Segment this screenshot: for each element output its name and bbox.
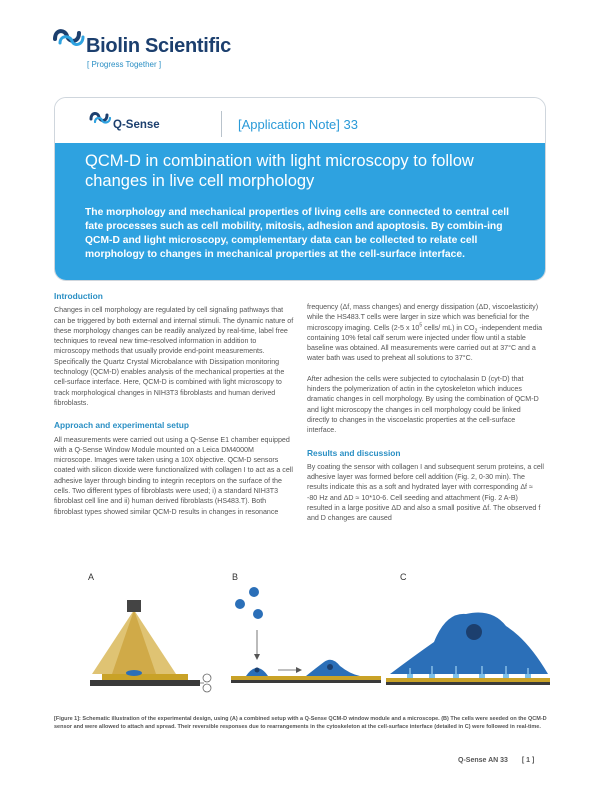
approach-heading: Approach and experimental setup [54, 420, 189, 431]
panel-a-setup [90, 600, 211, 692]
window-module-icon [90, 680, 200, 686]
objective-icon [127, 600, 141, 612]
panel-b-seeding [231, 587, 381, 683]
page-footer [458, 757, 534, 764]
lead-paragraph: The morphology and mechanical properties of living cells are connected to central cell fate processes such as cell mobility, mitosis, adhesion and apoptosis. By combin-ing QCM-D and light microscopy, complementary data can be collected to relate cell morphology to changes in mechanical properties at the cell-surface interface. [85, 207, 509, 260]
header-banner [55, 143, 545, 280]
biolin-logo-icon [52, 23, 86, 49]
brand-name: Biolin Scientific [86, 35, 231, 57]
page-number: [ 1 ] [521, 757, 535, 764]
spread-cell-icon [306, 660, 360, 676]
panel-c-label: C [400, 572, 407, 582]
panel-b-label: B [232, 572, 239, 582]
detailed-cell-icon [390, 613, 548, 675]
product-name: Q-Sense [113, 119, 160, 131]
methods-continued-text: frequency (Δf, mass changes) and energy dissipation (ΔD, viscoelasticity) while the HS483.T cells were larger in size which was beneficial for the microscopy imaging. Cells (2-5 x $10^5$ cells/ mL) in $CO_2$ -independent media containing 10% fetal calf serum were injected under flow until a stable baseline was obtained. All measurements were carried out at 37°C and a water bath was used to preheat all solutions to 37°C. [307, 303, 543, 363]
results-text: By coating the sensor with collagen I and subsequent serum proteins, a cell adhesive layer was formed before cell addition (Fig. 2, 0-30 min). The results indicate this as a soft and hydrated layer with corresponding Δf ≈ -80 Hz and ΔD ≈ 10*10-6. Cell seeding and attachment (Fig. 2 A-B) resulted in a large positive ΔD and also a small positive Δf. The observed f and D changes are caused [307, 462, 544, 523]
schematic-figure [54, 570, 554, 710]
header-top-bar [55, 98, 545, 143]
cell-icon [249, 587, 259, 597]
introduction-heading: Introduction [54, 291, 103, 301]
sensor-icon [102, 674, 188, 680]
introduction-text: Changes in cell morphology are regulated by cell signaling pathways that can be triggered by both external and internal stimuli. The dynamic nature of these morphology changes can be readily analyzed by real-time, label free techniques to reveal new time-resolved information in addition to microscopy methods that usually provide end-point measurements. Specifically the Quartz Crystal Microbalance with Dissipation monitoring technology (QCM-D) enables analysis of the mechanical properties at the cell-surface interface. Here, QCM-D is combined with light microscopy to track morphological changes in NIH3T3 fibroblasts and human derived fibroblasts. [54, 306, 294, 407]
approach-text: All measurements were carried out using a Q-Sense E1 chamber equipped with a Q-Sense Window Module mounted on a Leica DM4000M microscope. Images were taken using a 10X objective. QCM-D sensors coated with silicon dioxide were functionalized with collagen I to act as a cell adhesive layer through binding to integrin receptors on the surface of the cells. Two different types of fibroblasts were used; i) a standard NIH3T3 fibroblast cell line and ii) human derived fibroblasts (HS483.T). Both fibroblast types showed similar QCM-D results in changes in resonance [54, 435, 293, 516]
qsense-logo-icon [89, 108, 113, 126]
header-divider [221, 111, 222, 137]
panel-a-label: A [88, 572, 95, 582]
panel-c-detail [386, 613, 550, 686]
brand-tagline: [ Progress Together ] [87, 60, 162, 69]
left-column [54, 291, 294, 524]
figure-caption: [Figure 1]: Schematic illustration of the experimental design, using (A) a combined setup with a Q-Sense QCM-D window module and a microscope. (B) The cells were seeded on the QCM-D sensor and were allowed to attach and spread. Their reversible responses due to rearrangements in the cytoskeleton at the cell-surface interface (detailed in C) were followed in real-time. [54, 716, 547, 730]
cytochalasin-text: After adhesion the cells were subjected to cytochalasin D (cyt-D) that hinders the polymerization of actin in the cytoskeleton which induces dramatic changes in cell morphology. By using the combination of QCM-D and light microscopy the changes in cell morphology could be linked directly to changes in the viscoelastic properties at the cell-surface interface. [307, 374, 539, 435]
sensor-gold-layer [231, 676, 381, 680]
header-box [54, 97, 546, 281]
application-note-label: [Application Note] 33 [238, 117, 358, 132]
footer-label: Q-Sense AN 33 [458, 757, 508, 764]
right-column [307, 302, 545, 531]
page-title: QCM-D in combination with light microscopy to follow changes in live cell morphology [85, 152, 474, 190]
results-heading: Results and discussion [307, 447, 401, 458]
